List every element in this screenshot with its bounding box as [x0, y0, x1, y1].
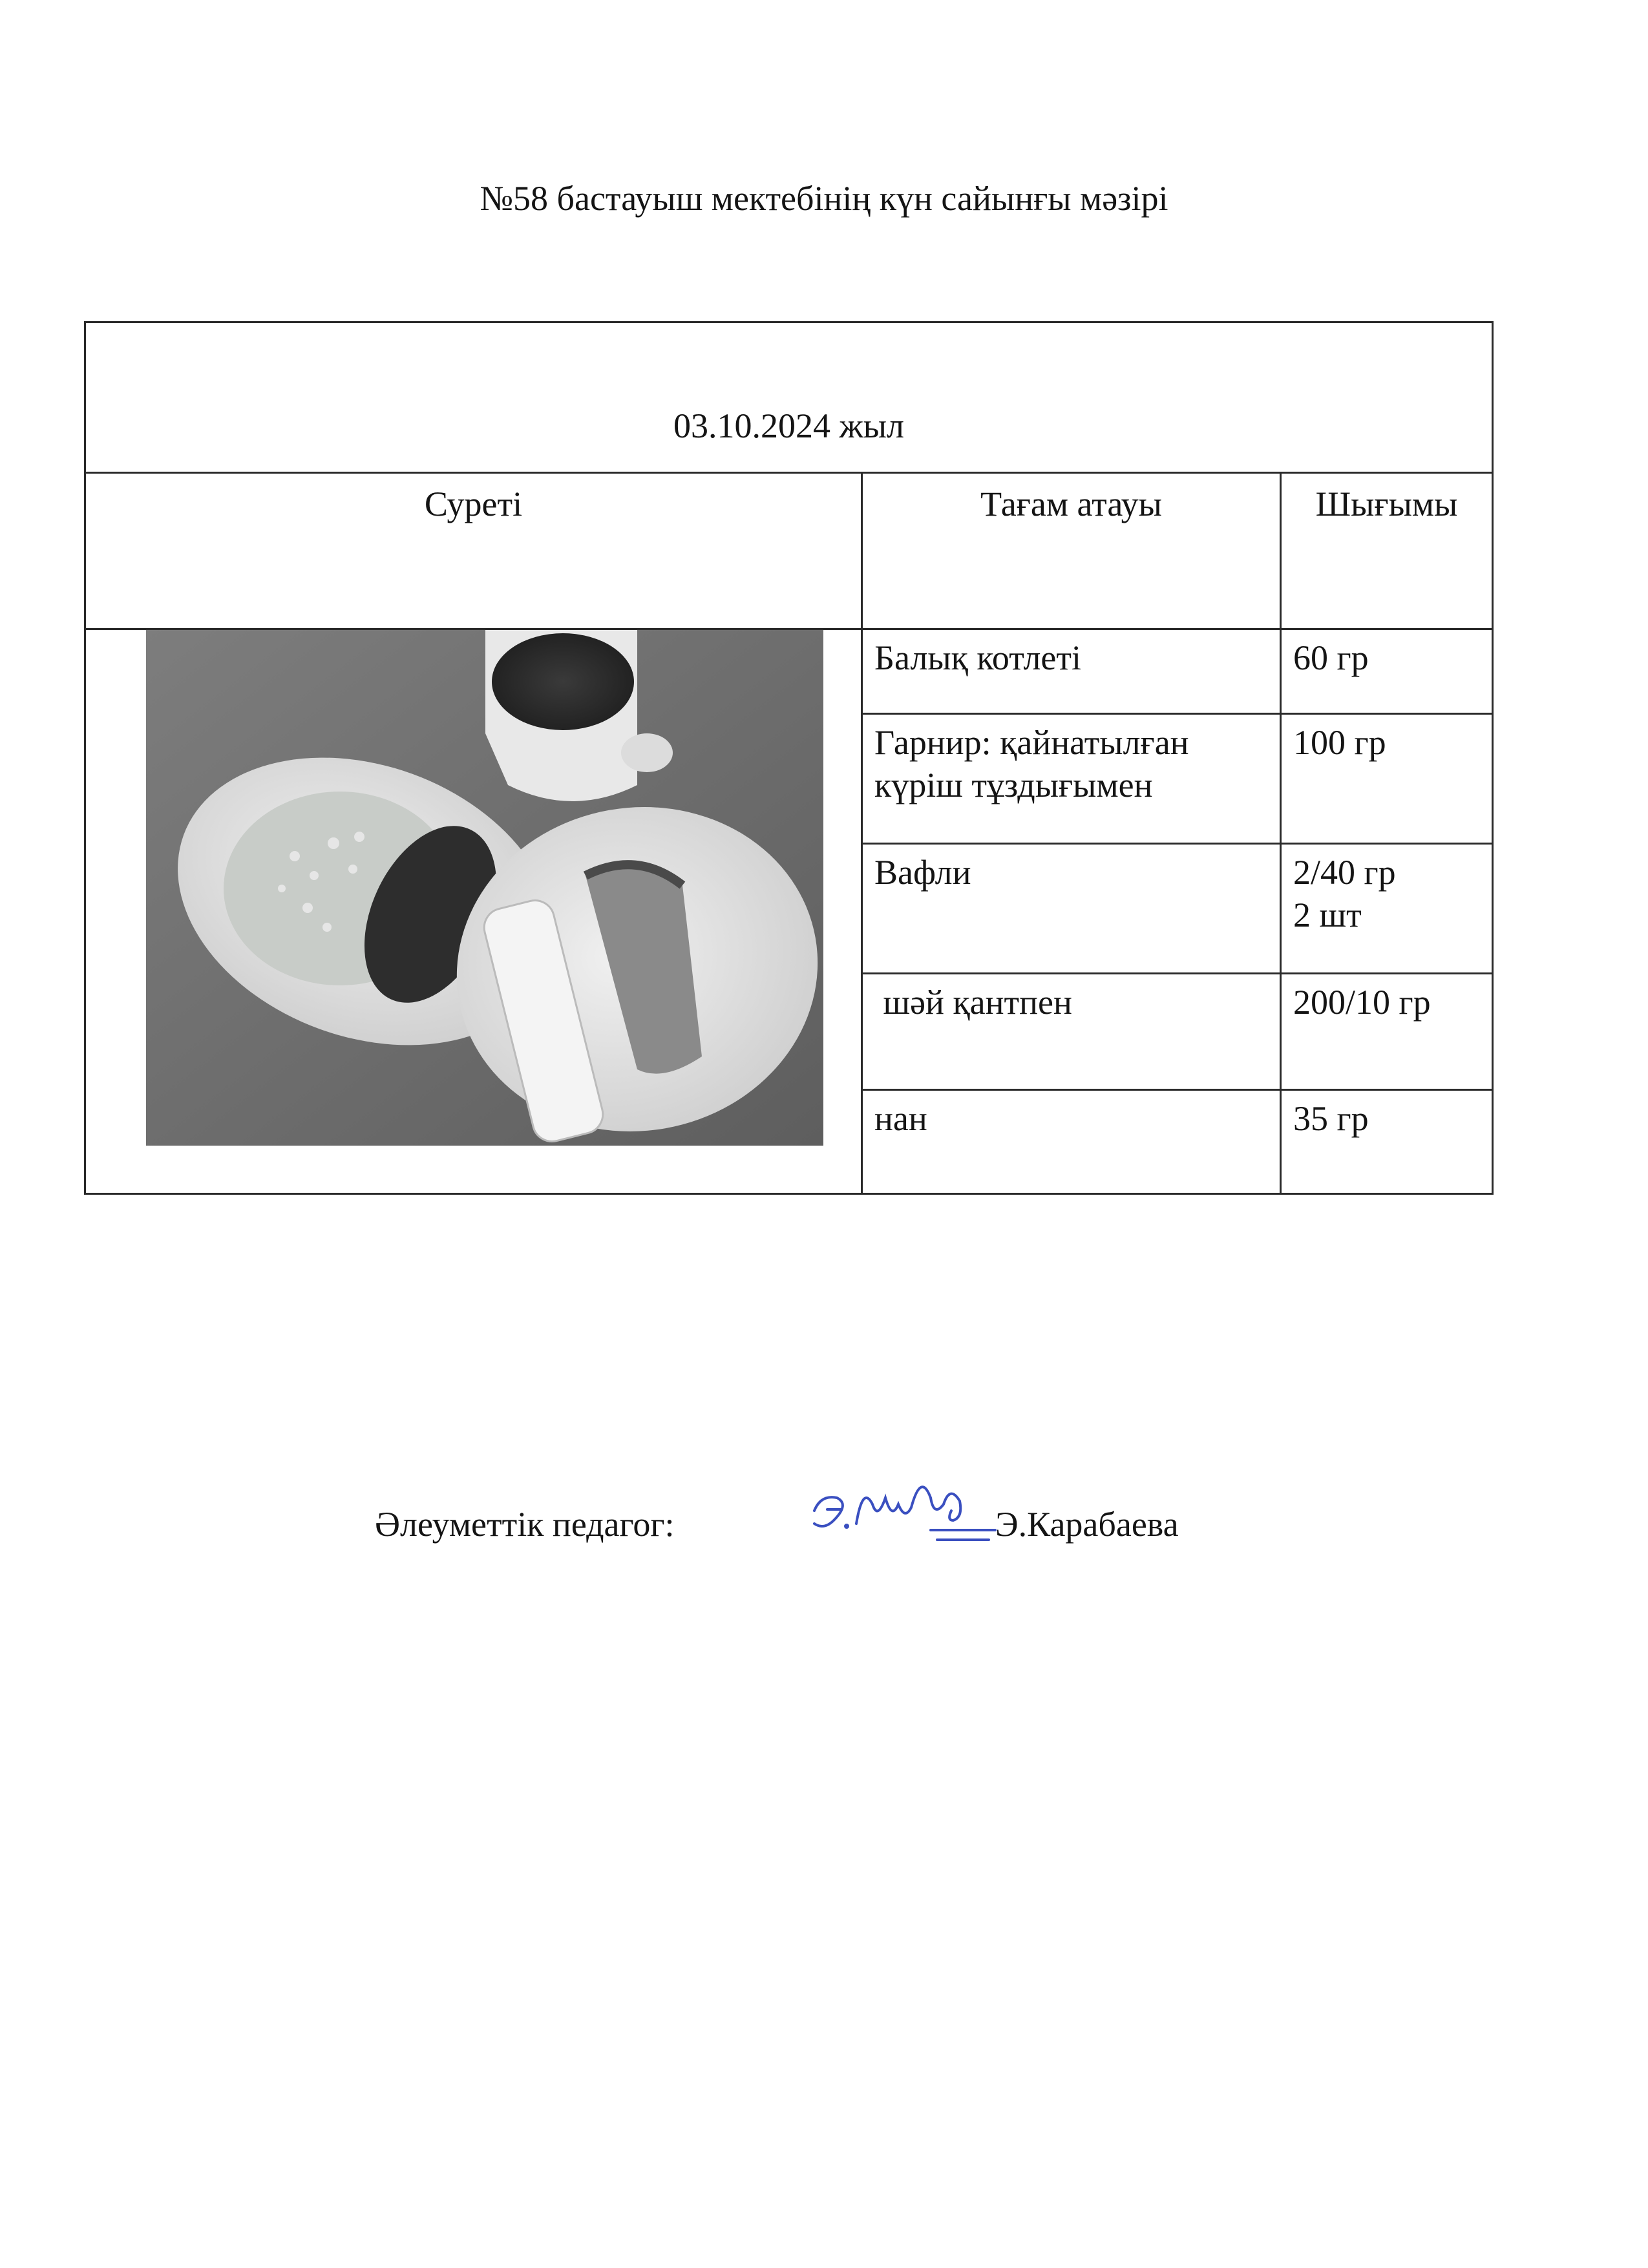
signer-name: Э.Карабаева [995, 1505, 1179, 1544]
header-dish-label: Тағам атауы [980, 484, 1162, 523]
table-row [85, 629, 1493, 713]
header-dish [862, 472, 1281, 629]
signer-role: Әлеуметтік педагог: [375, 1505, 675, 1544]
photo-cell [85, 629, 862, 1193]
header-yield-label: Шығымы [1315, 484, 1458, 523]
header-yield [1281, 472, 1493, 629]
dish-name: Балық котлеті [862, 629, 1281, 713]
menu-table [84, 321, 1494, 1195]
dish-yield: 100 гр [1281, 714, 1493, 844]
date-cell [85, 322, 1493, 473]
dish-yield: 2/40 гр 2 шт [1281, 843, 1493, 973]
dish-yield: 60 гр [1281, 629, 1493, 713]
signature-line [0, 1498, 1648, 1575]
dish-name: Гарнир: қайнатылған күріш тұздығымен [862, 714, 1281, 844]
dish-yield: 200/10 гр [1281, 973, 1493, 1090]
page-title: №58 бастауыш мектебінің күн сайынғы мәзірі [480, 179, 1168, 218]
dish-name: Вафли [862, 843, 1281, 973]
header-photo [85, 472, 862, 629]
dish-name: нан [862, 1090, 1281, 1194]
dish-name: шәй қантпен [862, 973, 1281, 1090]
dish-yield: 35 гр [1281, 1090, 1493, 1194]
menu-date: 03.10.2024 жыл [673, 406, 905, 445]
meal-photo [146, 630, 823, 1146]
header-photo-label: Суреті [424, 484, 523, 523]
handwritten-signature [801, 1459, 1008, 1556]
